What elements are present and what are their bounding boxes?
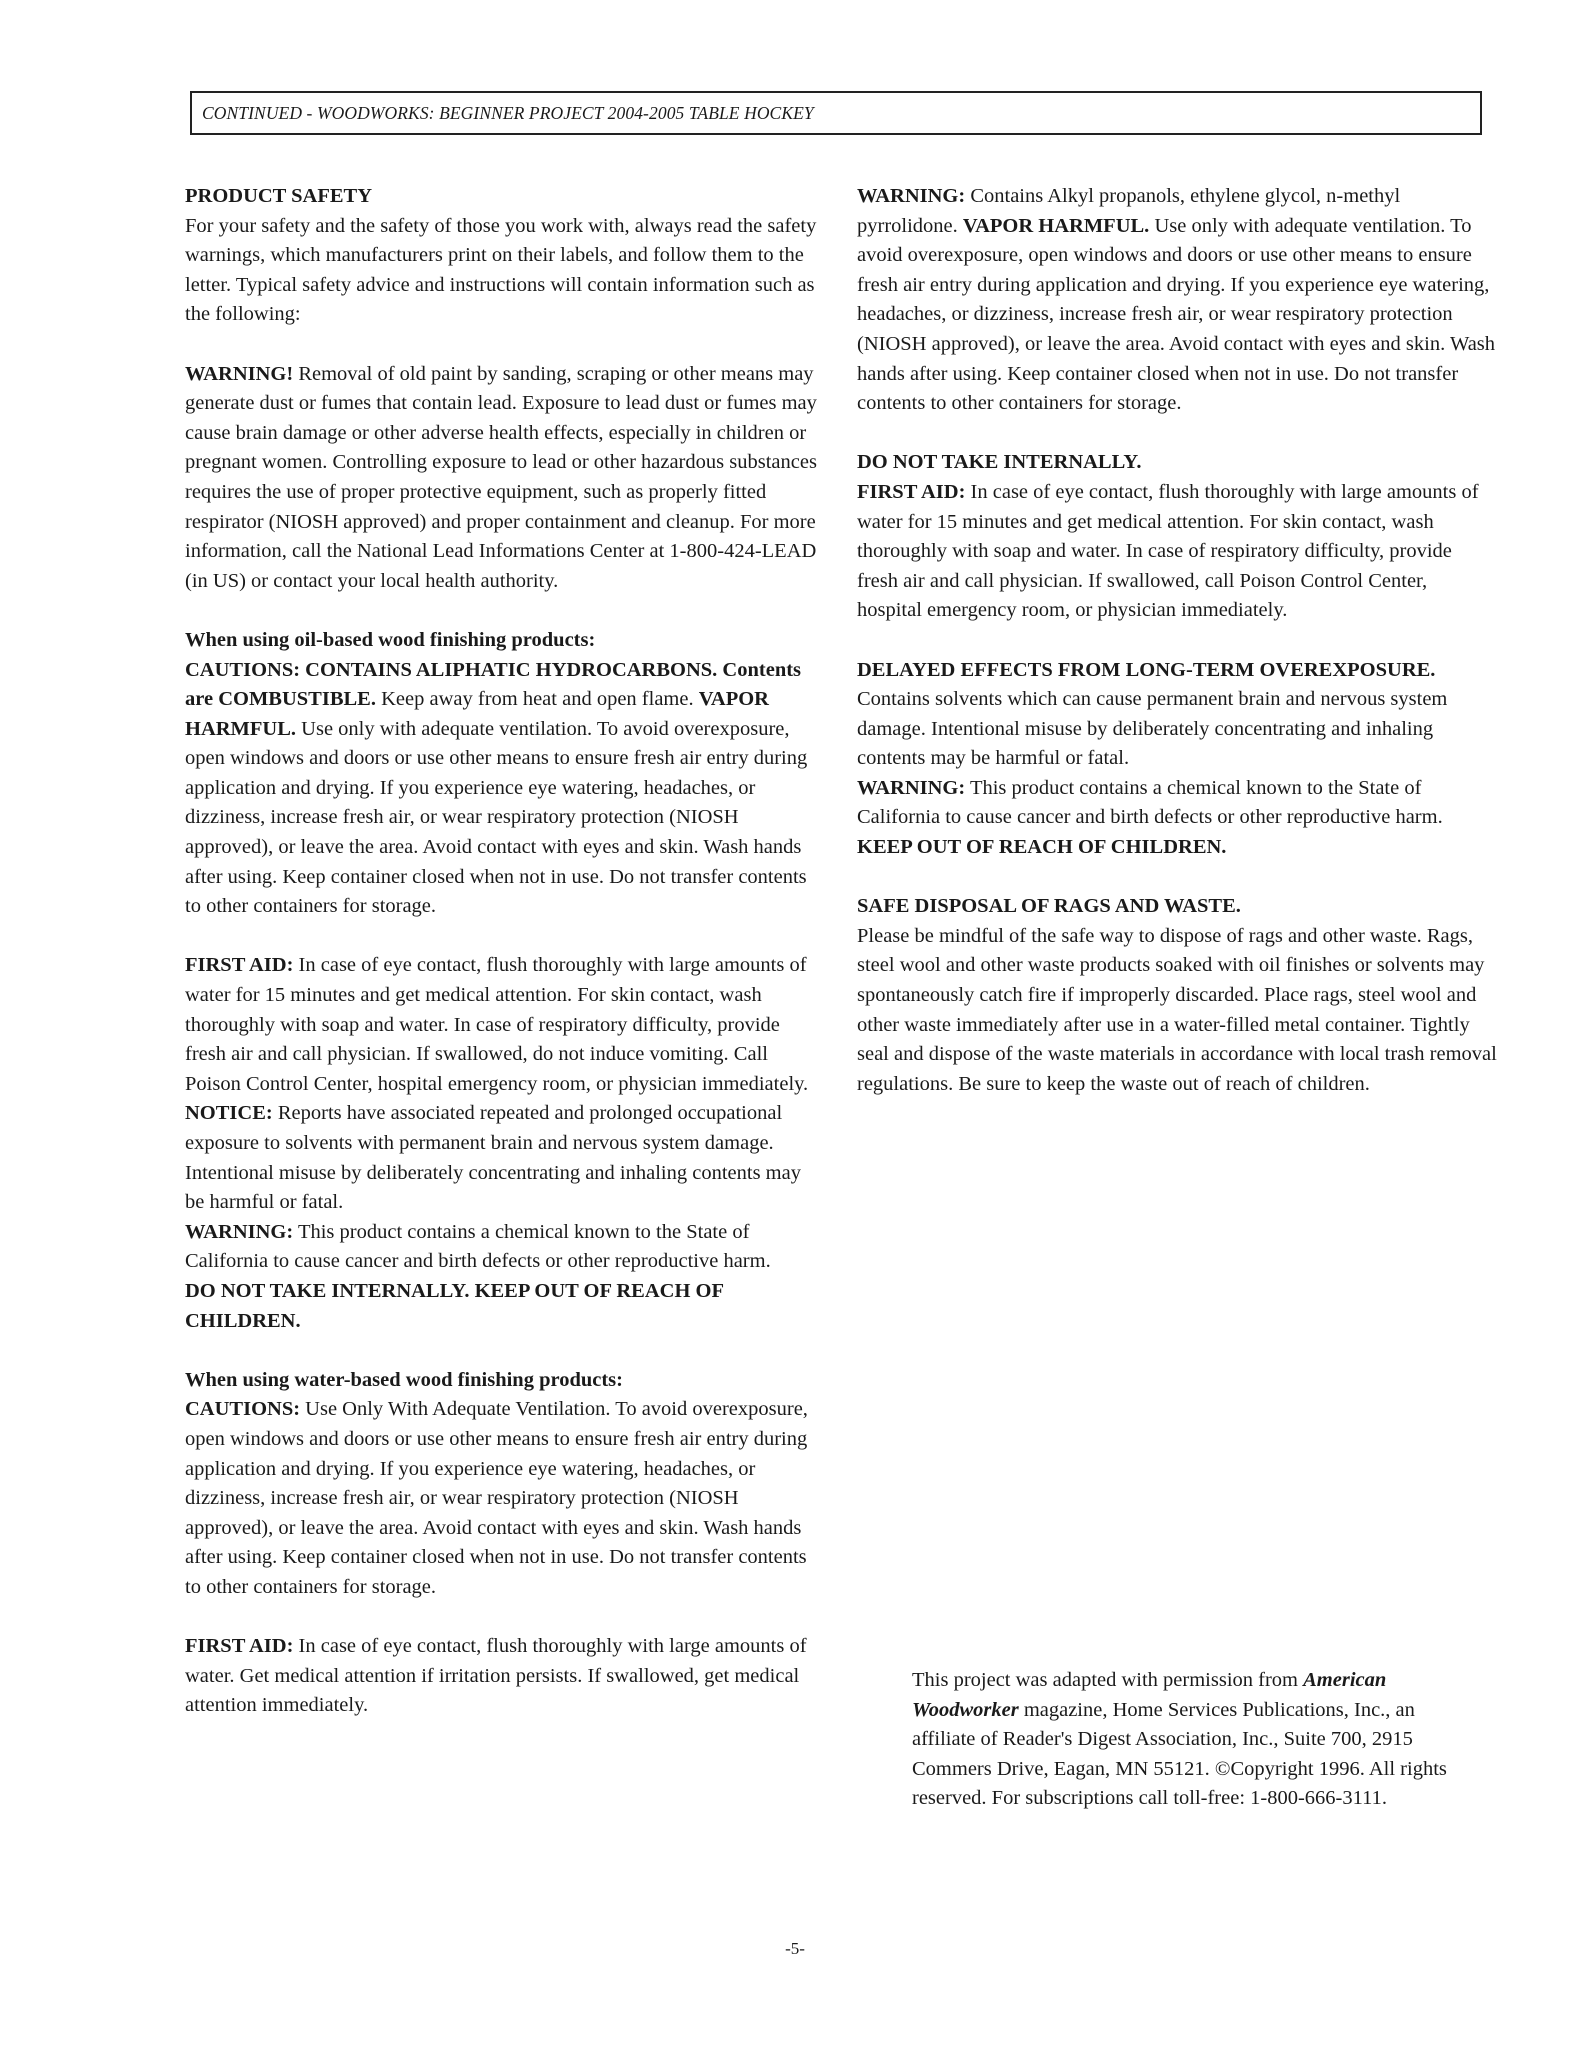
water-first-aid-text: In case of eye contact, flush thoroughly with large amounts of water. Get medical attention if irritation persists. If swallowed, get medical attention immediately. — [185, 1635, 807, 1717]
credit-magazine-name: American Woodworker — [912, 1669, 1387, 1721]
credit-note — [912, 1666, 1452, 1814]
water-vapor-label: VAPOR HARMFUL. — [962, 214, 1150, 237]
running-header — [190, 91, 1482, 135]
credit-prefix: This project was adapted with permission from — [912, 1669, 1304, 1691]
lead-warning-label: WARNING! — [185, 362, 294, 385]
right-first-aid-label: FIRST AID: — [857, 480, 966, 503]
oil-warning-text: This product contains a chemical known to the State of California to cause cancer and birth defects or other reproductive harm. — [185, 1220, 771, 1273]
water-first-aid-label: FIRST AID: — [185, 1635, 294, 1658]
water-based-heading: When using water-based wood finishing products: — [185, 1368, 623, 1391]
oil-first-aid-text: In case of eye contact, flush thoroughly with large amounts of water for 15 minutes and get medical attention. For skin contact, wash thoroughly with soap and water. In case of respiratory difficulty, provide fresh air and call physician. If swallowed, do not induce vomiting. Call Poison Control Center, hospital emergency room, or physician immediately. — [185, 954, 809, 1095]
do-not-take-internally-heading: DO NOT TAKE INTERNALLY. — [857, 451, 1142, 474]
water-first-aid-section — [185, 1632, 817, 1721]
water-cautions-text: Use Only With Adequate Ventilation. To avoid overexposure, open windows and doors or use other means to ensure fresh air entry during application and drying. If you experience eye watering, headaches, or dizziness, increase fresh air, or wear respiratory protection (NIOSH approved), or leave the area. Avoid contact with eyes and skin. Wash hands after using. Keep container closed when not in use. Do not transfer contents to other containers for storage. — [185, 1398, 808, 1598]
right-first-aid-text: In case of eye contact, flush thoroughly with large amounts of water for 15 minutes and get medical attention. For skin contact, wash thoroughly with soap and water. In case of respiratory difficulty, provide fresh air and call physician. If swallowed, call Poison Control Center, hospital emergency room, or physician immediately. — [857, 480, 1479, 622]
page-number: -5- — [785, 1939, 805, 1958]
oil-notice-text: Reports have associated repeated and prolonged occupational exposure to solvents with permanent brain and nervous system damage. Intentional misuse by deliberately concentrating and inhaling contents may be harmful or fatal. — [185, 1102, 801, 1214]
water-warning-text: Contains Alkyl propanols, ethylene glycol, n-methyl pyrrolidone. — [857, 185, 1401, 237]
product-safety-body: For your safety and the safety of those you work with, always read the safety warnings, which manufacturers print on their labels, and follow them to the letter. Typical safety advice and instructions will contain information such as the following: — [185, 214, 817, 326]
keep-out-of-reach-notice: KEEP OUT OF REACH OF CHILDREN. — [857, 836, 1227, 859]
water-cautions-label: CAUTIONS: — [185, 1398, 301, 1421]
do-not-take-internally-section — [857, 448, 1497, 626]
safe-disposal-heading: SAFE DISPOSAL OF RAGS AND WASTE. — [857, 895, 1241, 918]
safe-disposal-section — [857, 892, 1497, 1099]
delayed-effects-section — [857, 656, 1497, 863]
ca-warning-label: WARNING: — [857, 776, 966, 799]
lead-warning-body: Removal of old paint by sanding, scraping or other means may generate dust or fumes that contain lead. Exposure to lead dust or fumes may cause brain damage or other adverse health effects, especially in children or pregnant women. Controlling exposure to lead or other hazardous substances requires the use of proper protective equipment, such as properly fitted respirator (NIOSH approved) and proper containment and cleanup. For more information, call the National Lead Informations Center at 1-800-424-LEAD (in US) or contact your local health authority. — [185, 362, 817, 592]
oil-vapor-text: Use only with adequate ventilation. To avoid overexposure, open windows and doors or use other means to ensure fresh air entry during application and drying. If you experience eye watering, headaches, or dizziness, increase fresh air, or wear respiratory protection (NIOSH approved), or leave the area. Avoid contact with eyes and skin. Wash hands after using. Keep container closed when not in use. Do not transfer contents to other containers for storage. — [185, 717, 808, 918]
oil-cautions-text: Keep away from heat and open flame. — [375, 688, 699, 711]
ca-warning-text: This product contains a chemical known to the State of California to cause cancer and birth defects or other reproductive harm. — [857, 776, 1443, 829]
oil-first-aid-label: FIRST AID: — [185, 954, 294, 977]
oil-vapor-label: VAPOR HARMFUL. — [185, 688, 769, 740]
credit-suffix: magazine, Home Services Publications, Inc., an affiliate of Reader's Digest Association, Inc., Suite 700, 2915 Commers Drive, Eagan, MN 55121. ©Copyright 1996. All rights reserved. For subscriptions call toll-free: 1-800-666-3111. — [912, 1698, 1447, 1810]
oil-warning-label: WARNING: — [185, 1220, 294, 1243]
oil-first-aid-section — [185, 951, 817, 1336]
oil-closing-notice: DO NOT TAKE INTERNALLY. KEEP OUT OF REACH OF CHILDREN. — [185, 1279, 724, 1332]
product-safety-section — [185, 182, 817, 330]
running-header-text: CONTINUED - WOODWORKS: BEGINNER PROJECT 2004-2005 TABLE HOCKEY — [202, 103, 814, 123]
water-warning-section — [857, 182, 1497, 419]
safe-disposal-text: Please be mindful of the safe way to dispose of rags and other waste. Rags, steel wool and other waste products soaked with oil finishes or solvents may spontaneously catch fire if improperly discarded. Place rags, steel wool and other waste immediately after use in a water-filled metal container. Tightly seal and dispose of the waste materials in accordance with local trash removal regulations. Be sure to keep the waste out of reach of children. — [857, 924, 1497, 1095]
right-column — [857, 182, 1497, 1099]
oil-cautions-label: CAUTIONS: CONTAINS ALIPHATIC HYDROCARBONS. Contents are COMBUSTIBLE. — [185, 658, 802, 711]
delayed-effects-heading: DELAYED EFFECTS FROM LONG-TERM OVEREXPOSURE. — [857, 658, 1436, 681]
water-warning-label: WARNING: — [857, 185, 966, 207]
left-column — [185, 182, 817, 1721]
oil-based-section — [185, 626, 817, 922]
product-safety-heading: PRODUCT SAFETY — [185, 185, 372, 207]
delayed-effects-text: Contains solvents which can cause permanent brain and nervous system damage. Intentional misuse by deliberately concentrating and inhaling contents may be harmful or fatal. — [857, 688, 1448, 770]
water-based-section — [185, 1366, 817, 1603]
lead-warning-section — [185, 360, 817, 597]
water-vapor-text: Use only with adequate ventilation. To avoid overexposure, open windows and doors or use other means to ensure fresh air entry during application and drying. If you experience eye watering, headaches, or dizziness, increase fresh air, or wear respiratory protection (NIOSH approved), or leave the area. Avoid contact with eyes and skin. Wash hands after using. Keep container closed when not in use. Do not transfer contents to other containers for storage. — [857, 214, 1496, 415]
oil-notice-label: NOTICE: — [185, 1102, 273, 1125]
oil-based-heading: When using oil-based wood finishing products: — [185, 628, 596, 651]
